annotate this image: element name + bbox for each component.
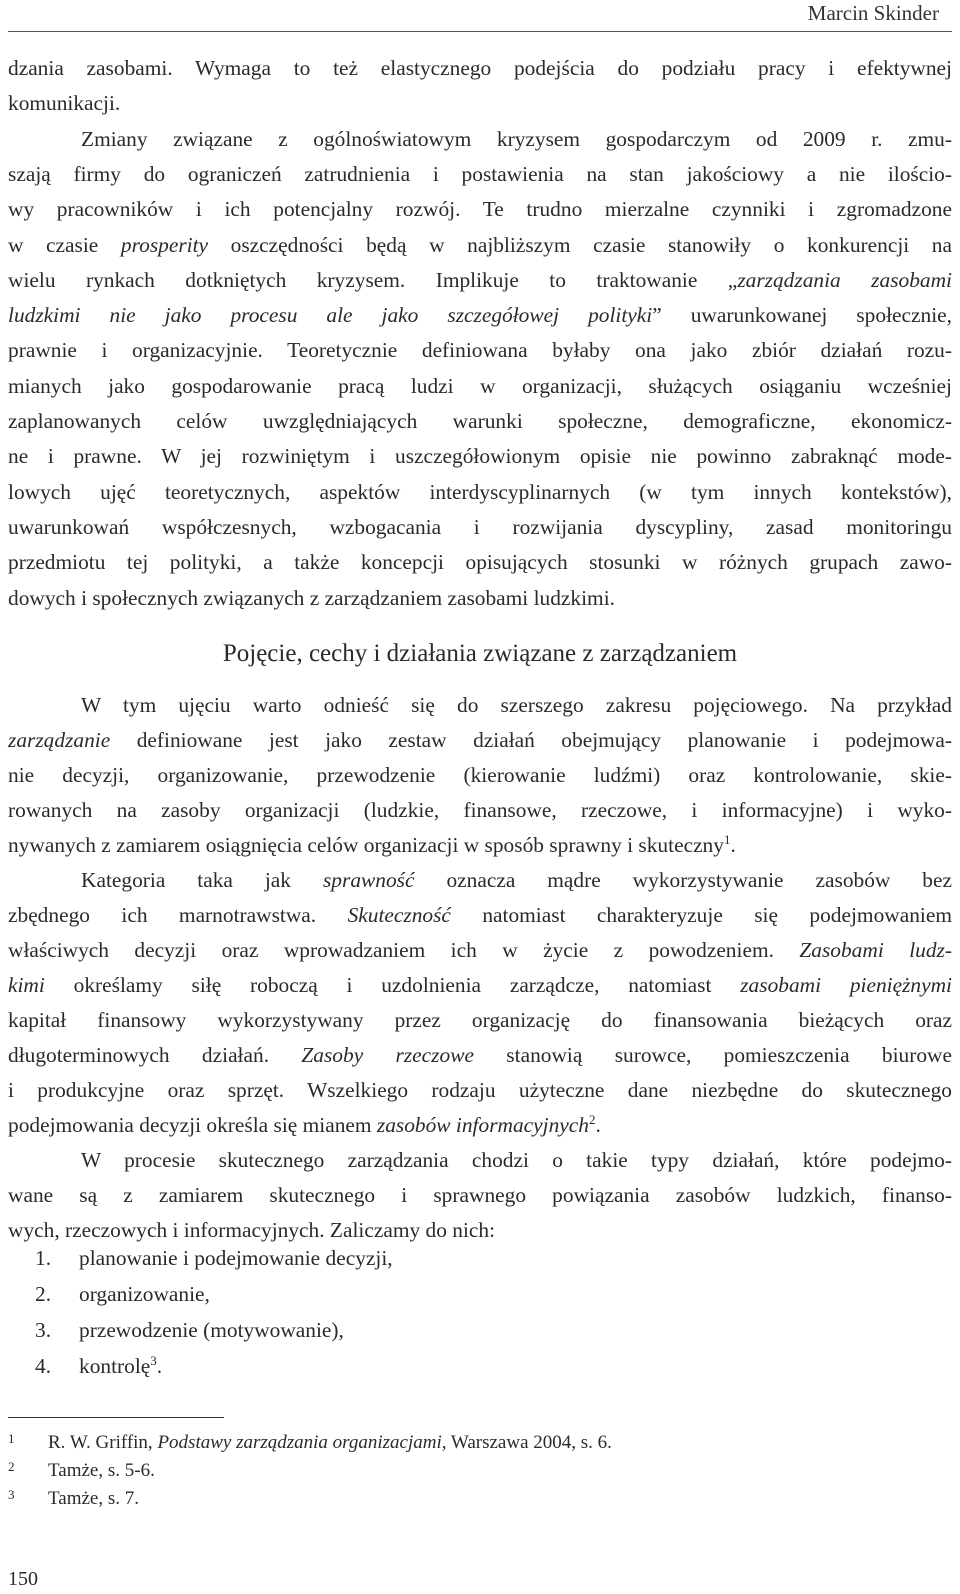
text-line: zarządzanie definiowane jest jako zestaw działań obejmujący planowanie i podejmowa-: [8, 728, 952, 752]
text-line: Zmiany związane z ogólnoświatowym kryzysem gospodarczym od 2009 r. zmu-: [81, 126, 952, 151]
text-line: zbędnego ich marnotrawstwa. Skuteczność natomiast charakteryzuje się podejmowaniem: [8, 903, 952, 927]
text-line: nywanych z zamiarem osiągnięcia celów organizacji w sposób sprawny i skuteczny$^1$.: [8, 832, 736, 857]
footnote-text: R. W. Griffin, Podstawy zarządzania organizacjami, Warszawa 2004, s. 6.: [48, 1432, 612, 1453]
list-item-number: 4.: [35, 1354, 52, 1378]
text-line: ne i prawne. W jej rozwiniętym i uszczegółowionym opisie nie powinno zabraknąć mode-: [8, 444, 952, 469]
text-line: nie decyzji, organizowanie, przewodzenie (kierowanie ludźmi) oraz kontrolowanie, skie-: [8, 763, 952, 787]
footnote-rule: [8, 1417, 224, 1418]
list-item-text: przewodzenie (motywowanie),: [79, 1318, 344, 1342]
text-line: lowych ujęć teoretycznych, aspektów interdyscyplinarnych (w tym innych kontekstów),: [8, 479, 952, 504]
list-item: [35, 1317, 344, 1343]
text-line: komunikacji.: [8, 91, 121, 116]
text-line: dzania zasobami. Wymaga to też elastycznego podejścia do podziału pracy i efektywnej: [8, 56, 952, 80]
text-line: mianych jako gospodarowanie pracą ludzi w organizacji, służących osiąganiu wcześniej: [8, 373, 952, 398]
footnote-number: 1: [8, 1431, 15, 1446]
text-line: wane są z zamiarem skutecznego i sprawnego powiązania zasobów ludzkich, finanso-: [8, 1183, 952, 1207]
text-line: W procesie skutecznego zarządzania chodzi o takie typy działań, które podejmo-: [81, 1148, 952, 1172]
text-line: ludzkimi nie jako procesu ale jako szczegółowej polityki” uwarunkowanej społecznie,: [8, 303, 952, 328]
text-line: szają firmy do ograniczeń zatrudnienia i postawienia na stan jakościowy a nie ilościo-: [8, 161, 952, 186]
text-line: wy pracowników i ich potencjalny rozwój. Te trudno mierzalne czynniki i zgromadzone: [8, 197, 952, 222]
text-line: długoterminowych działań. Zasoby rzeczowe stanowią surowce, pomieszczenia biurowe: [8, 1043, 952, 1067]
footnote-number: 2: [8, 1459, 15, 1474]
footnote-text: Tamże, s. 5-6.: [48, 1460, 155, 1481]
section-heading: Pojęcie, cechy i działania związane z zarządzaniem: [222, 640, 738, 667]
text-line: Kategoria taka jak sprawność oznacza mądre wykorzystywanie zasobów bez: [81, 868, 952, 892]
text-line: właściwych decyzji oraz wprowadzaniem ich w życie z powodzeniem. Zasobami ludz-: [8, 938, 952, 962]
text-line: w czasie prosperity oszczędności będą w najbliższym czasie stanowiły o konkurencji na: [8, 232, 953, 257]
text-line: wych, rzeczowych i informacyjnych. Zaliczamy do nich:: [8, 1218, 496, 1242]
text-line: wielu rynkach dotkniętych kryzysem. Implikuje to traktowanie „zarządzania zasobami: [8, 267, 952, 292]
text-line: dowych i społecznych związanych z zarządzaniem zasobami ludzkimi.: [8, 585, 615, 610]
list-item-number: 2.: [35, 1282, 52, 1306]
list-item-text: planowanie i podejmowanie decyzji,: [79, 1246, 393, 1270]
text-line: podejmowania decyzji określa się mianem zasobów informacyjnych$^2$.: [8, 1112, 601, 1137]
text-line: prawnie i organizacyjnie. Teoretycznie definiowana byłaby ona jako zbiór działań rozu-: [8, 338, 952, 363]
list-item: [35, 1245, 393, 1271]
header-rule: [8, 31, 952, 32]
footnote: [8, 1427, 612, 1455]
list-item: [35, 1353, 162, 1379]
list-item-number: 3.: [35, 1318, 52, 1342]
text-line: W tym ujęciu warto odnieść się do szerszego zakresu pojęciowego. Na przykład: [81, 693, 952, 717]
text-line: kapitał finansowy wykorzystywany przez organizację do finansowania bieżących oraz: [8, 1008, 952, 1032]
page-number: 150: [8, 1568, 38, 1590]
list-item-number: 1.: [35, 1246, 52, 1270]
running-head: Marcin Skinder: [807, 1, 939, 25]
list-item: [35, 1281, 210, 1307]
footnote: [8, 1455, 155, 1483]
text-line: przedmiotu tej polityki, a także koncepcji opisujących stosunki w różnych grupach zawo-: [8, 550, 952, 575]
text-line: i produkcyjne oraz sprzęt. Wszelkiego rodzaju użyteczne dane niezbędne do skutecznego: [8, 1078, 952, 1102]
list-item-text: kontrolę$^3$.: [79, 1353, 163, 1378]
text-line: zaplanowanych celów uwzględniających warunki społeczne, demograficzne, ekonomicz-: [8, 409, 952, 433]
text-line: rowanych na zasoby organizacji (ludzkie, finansowe, rzeczowe, i informacyjne) i wyko-: [8, 798, 952, 822]
footnote-text: Tamże, s. 7.: [48, 1488, 140, 1509]
footnote: [8, 1483, 139, 1511]
text-line: kimi określamy siłę roboczą i uzdolnienia zarządcze, natomiast zasobami pieniężnymi: [8, 973, 953, 997]
footnote-number: 3: [8, 1487, 15, 1502]
text-line: uwarunkowań współczesnych, wzbogacania i rozwijania dyscypliny, zasad monitoringu: [8, 514, 952, 539]
list-item-text: organizowanie,: [79, 1282, 210, 1306]
